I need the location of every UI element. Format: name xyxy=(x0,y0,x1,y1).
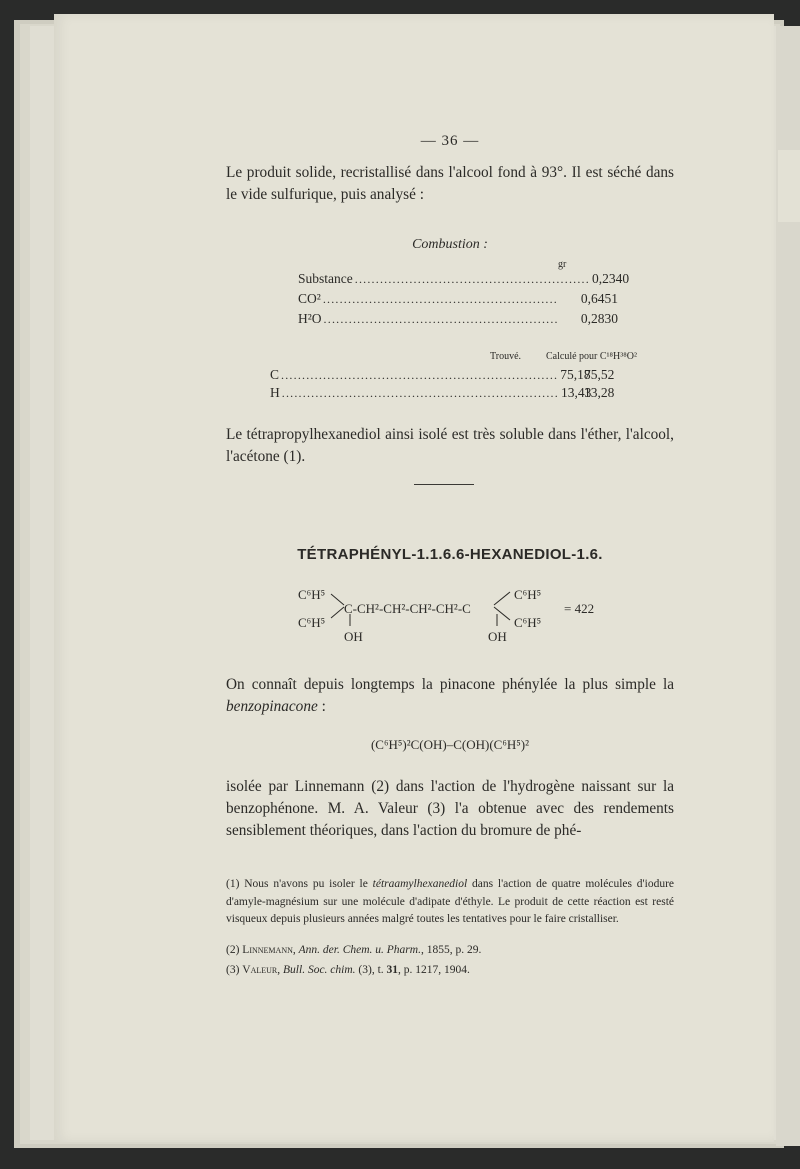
footnote-2: (2) Linnemann, Ann. der. Chem. u. Pharm., 1855, p. 29. xyxy=(226,944,482,956)
result-row xyxy=(270,382,592,404)
dot-leader: ........................................................ xyxy=(354,272,590,286)
calc-value: 75,52 xyxy=(584,367,615,382)
row-label: Substance xyxy=(298,271,353,286)
row-value: 0,2830 xyxy=(580,311,618,326)
gram-unit: gr xyxy=(558,259,567,270)
paragraph-analysis: Le produit solide, recristallisé dans l'alcool fond à 93°. Il est séché dans le vide sulfurique, puis analysé : xyxy=(226,164,674,203)
paragraph-linnemann: isolée par Linnemann (2) dans l'action de l'hydrogène naissant sur la benzophénone. M. A. Valeur (3) l'a obtenue avec des rendements sensiblement théoriques, dans l'action du bromure de phé- xyxy=(226,778,674,839)
found-value: 75,18 xyxy=(560,367,591,382)
row-label: H xyxy=(270,385,280,400)
paragraph-benzopinacone: On connaît depuis longtemps la pinacone phénylée la plus simple la benzopinacone : xyxy=(226,676,674,715)
formula-right-bottom: C⁶H⁵ xyxy=(514,615,542,630)
dot-leader: .................................................................. xyxy=(281,368,559,382)
formula-oh-left: OH xyxy=(344,629,363,644)
benzopinacone-formula: (C⁶H⁵)²C(OH)–C(OH)(C⁶H⁵)² xyxy=(370,737,530,752)
facing-page-tab xyxy=(778,150,800,222)
row-label: H²O xyxy=(298,311,322,326)
row-label: C xyxy=(270,367,280,382)
calc-header: Calculé pour C¹⁸H³⁸O² xyxy=(546,351,637,362)
formula-chain: C-CH²-CH²-CH²-CH²-C xyxy=(344,601,471,616)
row-label: CO² xyxy=(298,291,321,306)
compound-heading: TÉTRAPHÉNYL-1.1.6.6-HEXANEDIOL-1.6. xyxy=(297,546,603,563)
row-value: 0,2340 xyxy=(591,271,630,286)
footnote-1: (1) Nous n'avons pu isoler le tétraamylhexanediol dans l'action de quatre molécules d'iodure d'amyle-magnésium sur une molécule d'adipate d'éthyle. Le produit de cette réaction est resté visqueux depuis plusieurs années malgré toutes les tentatives pour le faire cristalliser. xyxy=(226,878,674,925)
formula-left-top: C⁶H⁵ xyxy=(298,587,326,602)
formula-oh-bonds xyxy=(344,612,504,628)
formula-right-top: C⁶H⁵ xyxy=(514,587,542,602)
calc-value: 13,28 xyxy=(584,385,615,400)
page-number: — 36 — xyxy=(420,133,480,149)
combustion-row xyxy=(298,288,618,310)
dot-leader: ........................................................ xyxy=(323,312,559,326)
found-header: Trouvé. xyxy=(490,351,522,362)
formula-left-bottom: C⁶H⁵ xyxy=(298,615,326,630)
combustion-title: Combustion : xyxy=(412,237,488,252)
formula-oh-right: OH xyxy=(488,629,507,644)
benzopinacone-term: benzopinacone xyxy=(226,698,318,715)
found-value: 13,43 xyxy=(560,385,592,400)
combustion-row xyxy=(298,268,630,290)
formula-mass: = 422 xyxy=(564,601,595,616)
dot-leader: ........................................................ xyxy=(322,292,559,306)
footnote-3: (3) Valeur, Bull. Soc. chim. (3), t. 31, p. 1217, 1904. xyxy=(226,964,470,976)
section-divider xyxy=(414,484,474,485)
paragraph-solubility: Le tétrapropylhexanediol ainsi isolé est très soluble dans l'éther, l'alcool, l'acétone (1). xyxy=(226,426,674,465)
row-value: 0,6451 xyxy=(580,291,618,306)
dot-leader: .................................................................. xyxy=(281,386,559,400)
combustion-row xyxy=(298,308,618,330)
